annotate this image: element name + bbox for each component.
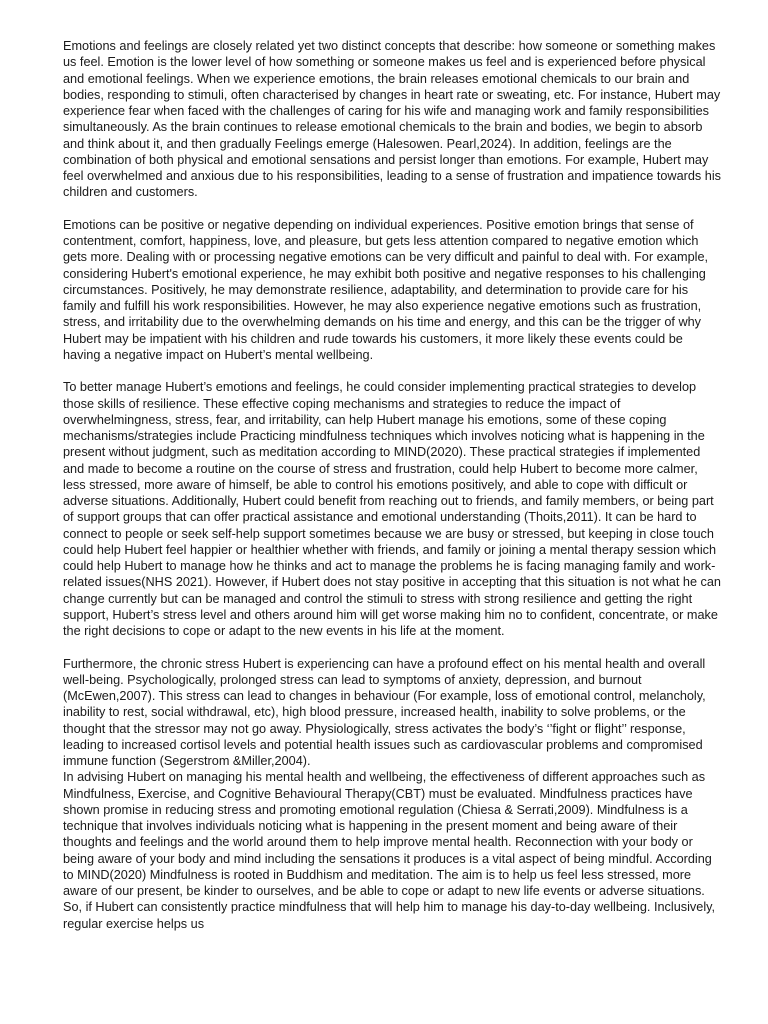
paragraph-coping-strategies: To better manage Hubert’s emotions and feelings, he could consider implementing practical strategies to develop those skills of resilience. These effective coping mechanisms and strategies to reduce the impact of overwhelmingness, stress, fear, and irritability, can help Hubert manage his emotions, some of these coping mechanisms/strategies include Practicing mindfulness techniques which involves noticing what is happening in the present without judgment, such as meditation according to MIND(2020). These practical strategies if implemented and made to become a routine on the course of stress and frustration, could help Hubert to become more calmer, less stressed, more aware of himself, be able to control his emotions positively, and able to cope with difficult or adverse situations. Additionally, Hubert could benefit from reaching out to friends, and family members, or being part of support groups that can offer practical assistance and emotional understanding (Thoits,2011). It can be hard to connect to people or seek self-help support sometimes because we are busy or stressed, but keeping in close touch could help Hubert feel happier or healthier whether with friends, and family or joining a mental therapy session which could help Hubert to manage how he thinks and act to manage the problems he is facing managing family and work-related issues(NHS 2021). However, if Hubert does not stay positive in accepting that this situation is not what he can change currently but can be managed and control the stimuli to stress with strong resilience and getting the right support, Hubert’s stress level and others around him will get worse making him no to confident, concentrate, or make the right decisions to cope or adapt to the new events in his life at the moment. [63, 380, 721, 638]
document-body [63, 38, 723, 932]
paragraph-chronic-stress: Furthermore, the chronic stress Hubert is experiencing can have a profound effect on his mental health and overall well-being. Psychologically, prolonged stress can lead to symptoms of anxiety, depression, and burnout (McEwen,2007). This stress can lead to changes in behaviour (For example, loss of emotional control, melancholy, inability to rest, social withdrawal, etc), high blood pressure, increased health, inability to solve problems, or the thought that the stressor may not go away. Physiologically, stress activates the body’s ‘’fight or flight’’ response, leading to increased cortisol levels and potential health issues such as cardiovascular problems and compromised immune function (Segerstrom &Miller,2004). [63, 656, 706, 768]
paragraph-positive-negative: Emotions can be positive or negative depending on individual experiences. Positive emotion brings that sense of contentment, comfort, happiness, love, and pleasure, but gets less attention compared to negative emotion which gets more. Dealing with or processing negative emotions can be very difficult and painful to deal with. For example, considering Hubert's emotional experience, he may exhibit both positive and negative responses to his challenging circumstances. Positively, he may demonstrate resilience, adaptability, and determination to provide care for his family and fulfill his work responsibilities. However, he may also experience negative emotions such as frustration, stress, and irritability due to the overwhelming demands on his time and energy, and this can be the trigger of why Hubert may be impatient with his children and rude towards his customers, it more likely these events could be having a negative impact on Hubert’s mental wellbeing. [63, 217, 709, 362]
paragraph-emotions-feelings: Emotions and feelings are closely related yet two distinct concepts that describe: how someone or something makes us feel. Emotion is the lower level of how something or someone makes us feel and is experienced before physical and emotional feelings. When we experience emotions, the brain releases emotional chemicals to our brain and bodies, responding to stimuli, often characterised by changes in heart rate or sweating, etc. For instance, Hubert may experience fear when faced with the challenges of caring for his wife and managing work and family responsibilities simultaneously. As the brain continues to release emotional chemicals to the brain and bodies, we begin to absorb and think about it, and then gradually Feelings emerge (Halesowen. Pearl,2024). In addition, feelings are the combination of both physical and emotional sensations and persist longer than emotions. For example, Hubert may feel overwhelmed and anxious due to his responsibilities, leading to a sense of frustration and impatience towards his children and customers. [63, 39, 722, 200]
paragraph-advising-hubert: In advising Hubert on managing his mental health and wellbeing, the effectiveness of different approaches such as Mindfulness, Exercise, and Cognitive Behavioural Therapy(CBT) must be evaluated. Mindfulness practices have shown promise in reducing stress and promoting emotional regulation (Chiesa & Serrati,2009). Mindfulness is a technique that involves individuals noticing what is happening in the present moment and being aware of their thoughts and feelings and the world around them to help improve mental health. Reconnection with your body or being aware of your body and mind including the sensations it produces is a vital aspect of being mindful. According to MIND(2020) Mindfulness is rooted in Buddhism and meditation. The aim is to help us feel less stressed, more aware of our present, be kinder to ourselves, and be able to cope or adapt to new life events or adverse situations. So, if Hubert can consistently practice mindfulness that will help him to manage his day-to-day wellbeing. Inclusively, regular exercise helps us [63, 770, 716, 931]
